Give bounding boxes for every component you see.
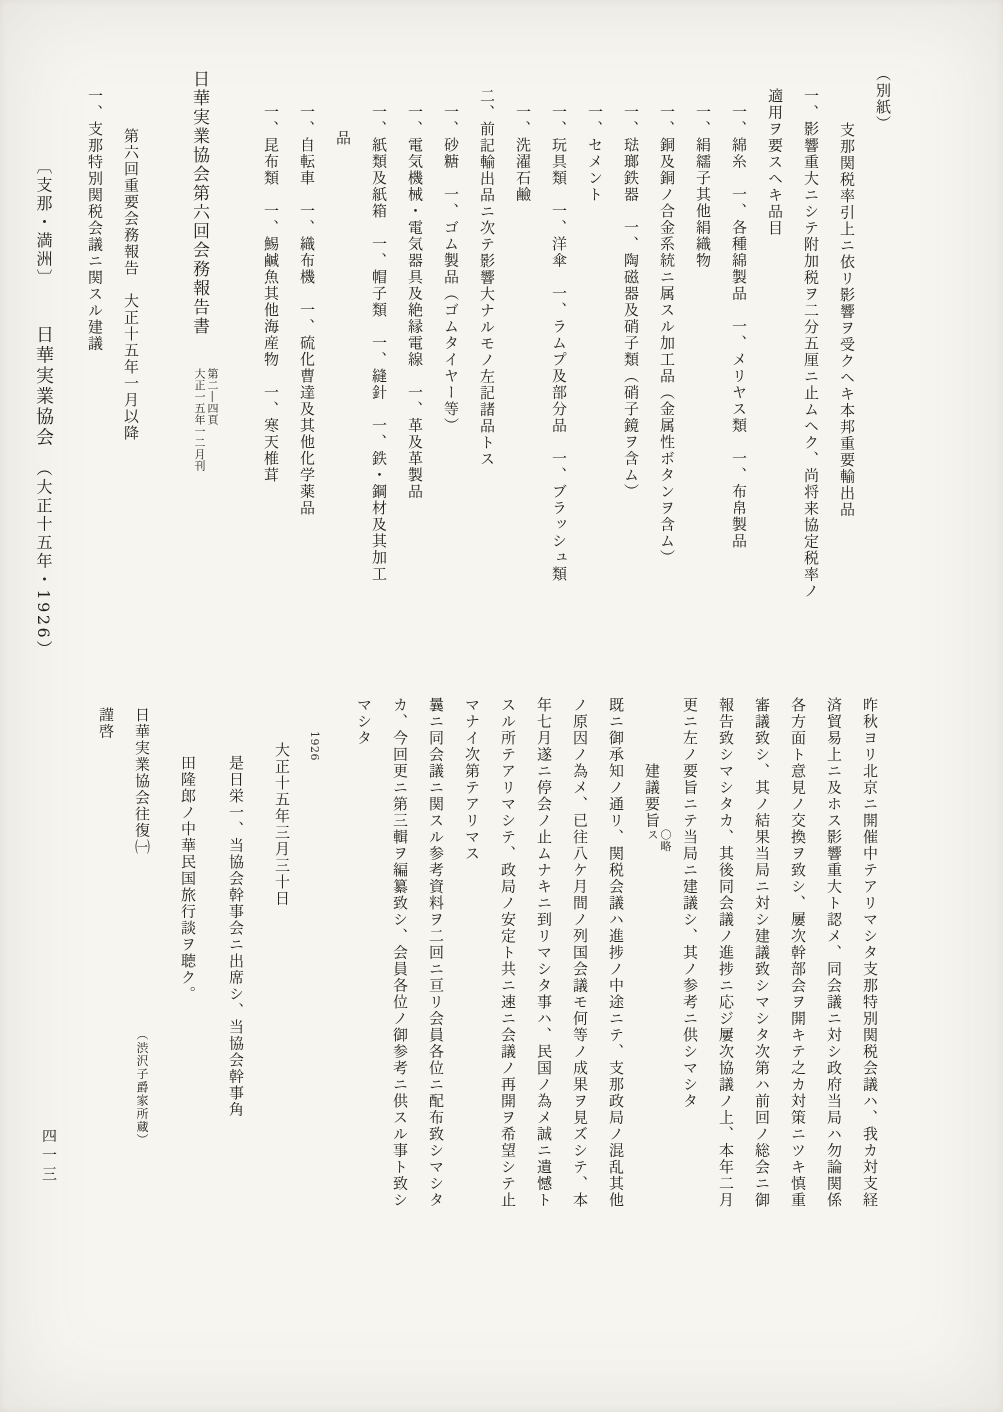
item-row: 一、電気機械・電気器具及絶縁電線 一、革及革製品	[406, 104, 424, 500]
kengi-youshi-line	[634, 697, 672, 1327]
attachment-heading: 支那関税率引上ニ依リ影響ヲ受クヘキ本邦重要輸出品	[838, 122, 856, 518]
correspondence-title: 日華実業協会往復㈠	[133, 707, 151, 856]
item-row: 一、洗濯石鹼	[514, 104, 532, 203]
report-title: 日華実業協会第六回会務報告書	[189, 70, 209, 336]
clause-1-continuation: 適用ヲ要スヘキ品目	[766, 88, 784, 237]
diary-line: 田隆郎ノ中華民国旅行談ヲ聴ク。	[179, 755, 197, 1003]
page-number: 四一三	[40, 1128, 58, 1185]
body-line: 年七月遂ニ停会ノ止ムナキニ到リマシタ事ハ、民国ノ為メ誠ニ遺憾ト	[535, 697, 553, 1209]
body-line: ノ原因ノ為メ、已往八ケ月間ノ列国会議モ何等ノ成果ヲ見ズシテ、本	[571, 697, 589, 1209]
report-title-note-pages: 第二―四頁	[206, 368, 219, 426]
item-row-continuation: 品	[334, 130, 352, 147]
date-line: 大正十五年三月三十日	[273, 742, 291, 907]
body-line: マシタ	[355, 697, 373, 747]
report-title-note	[193, 368, 219, 472]
report-title-line	[183, 66, 219, 714]
item-row: 一、昆布類 一、鯣鹹魚其他海産物 一、寒天椎茸	[262, 104, 280, 484]
item-row: 一、紙類及紙箱 一、帽子類 一、縫針 一、鉄・鋼材及其加工	[370, 104, 388, 583]
report-body-section	[88, 697, 888, 1327]
margin-organization: 日華実業協会	[33, 325, 54, 449]
item-row: 一、砂糖 一、ゴム製品（ゴムタイヤー等）	[442, 104, 460, 434]
body-line: 済貿易上ニ及ホス影響重大ト認メ、同会議ニ対シ政府当局ハ勿論関係	[825, 697, 843, 1209]
report-title-note-publication: 大正一五年一二月刊	[193, 368, 206, 472]
diary-line: 是日栄一、当協会幹事会ニ出席シ、当協会幹事角	[227, 755, 245, 1118]
report-subsection: 一、支那特別関税会議ニ関スル建議	[86, 88, 104, 352]
correspondence-title-line	[124, 697, 160, 1327]
attachment-label: （別紙）	[874, 66, 892, 132]
margin-header	[30, 158, 56, 718]
body-line: マナイ次第テアリマス	[463, 697, 481, 862]
salutation: 謹啓	[97, 707, 115, 740]
source-attribution: （渋沢子爵家所蔵）	[135, 1027, 149, 1147]
body-line: 既ニ御承知ノ通リ、関税会議ハ進捗ノ中途ニテ、支那政局ノ混乱其他	[607, 697, 625, 1209]
body-line: 報告致シマシタカ、其後同会議ノ進捗ニ応ジ屢次協議ノ上、本年二月	[717, 697, 735, 1209]
kengi-note-line1: 〇略	[659, 829, 672, 852]
item-row: 一、銅及銅ノ合金系統ニ属スル加工品（金属性ボタンヲ含ム）	[658, 104, 676, 566]
attachment-section	[77, 66, 901, 714]
body-line: スル所テアリマシテ、政局ノ安定ト共ニ速ニ会議ノ再開ヲ希望シテ止	[499, 697, 517, 1209]
item-row: 一、絹繻子其他絹織物	[694, 104, 712, 269]
kengi-youshi-label: 建議要旨	[643, 763, 661, 829]
item-row: 一、玩具類 一、洋傘 一、ラムプ及部分品 一、ブラッシュ類	[550, 104, 568, 583]
clause-1: 一、影響重大ニシテ附加税ヲ二分五厘ニ止ムヘク、尚将来協定税率ノ	[802, 88, 820, 600]
date-year-western: 1926	[308, 731, 321, 761]
body-line: 審議致シ、其ノ結果当局ニ対シ建議致シマシタ次第ハ前回ノ総会ニ御	[753, 697, 771, 1209]
kengi-omitted-note	[646, 829, 672, 852]
item-row: 一、琺瑯鉄器 一、陶磁器及硝子類（硝子鏡ヲ含ム）	[622, 104, 640, 500]
body-line: 昨秋ヨリ北京ニ開催中テアリマシタ支那特別関税会議ハ、我カ対支経	[861, 697, 879, 1209]
body-line: 各方面ト意見ノ交換ヲ致シ、屢次幹部会ヲ開キテ之カ対策ニツキ慎重	[789, 697, 807, 1209]
body-line: 曩ニ同会議ニ関スル参考資料ヲ二回ニ亘リ会員各位ニ配布致シマシタ	[427, 697, 445, 1209]
clause-2: 二、前記輸出品ニ次テ影響大ナルモノ左記諸品トス	[478, 88, 496, 468]
kengi-note-line2: ス	[646, 829, 659, 841]
margin-year: （大正十五年・1926）	[34, 459, 53, 659]
body-line: カ、今回更ニ第三輯ヲ編纂致シ、会員各位ノ御参考ニ供スル事ト致シ	[391, 697, 409, 1209]
report-section-heading: 第六回重要会務報告 大正十五年一月以降	[122, 128, 140, 442]
body-line: 更ニ左ノ要旨ニテ当局ニ建議シ、其ノ参考ニ供シマシタ	[681, 697, 699, 1110]
margin-category: 〔支那・満洲〕	[34, 158, 53, 288]
item-row: 一、自転車 一、織布機 一、硫化曹達及其他化学薬品	[298, 104, 316, 517]
item-row: 一、セメント	[586, 104, 604, 203]
item-row: 一、綿糸 一、各種綿製品 一、メリヤス類 一、布帛製品	[730, 104, 748, 550]
